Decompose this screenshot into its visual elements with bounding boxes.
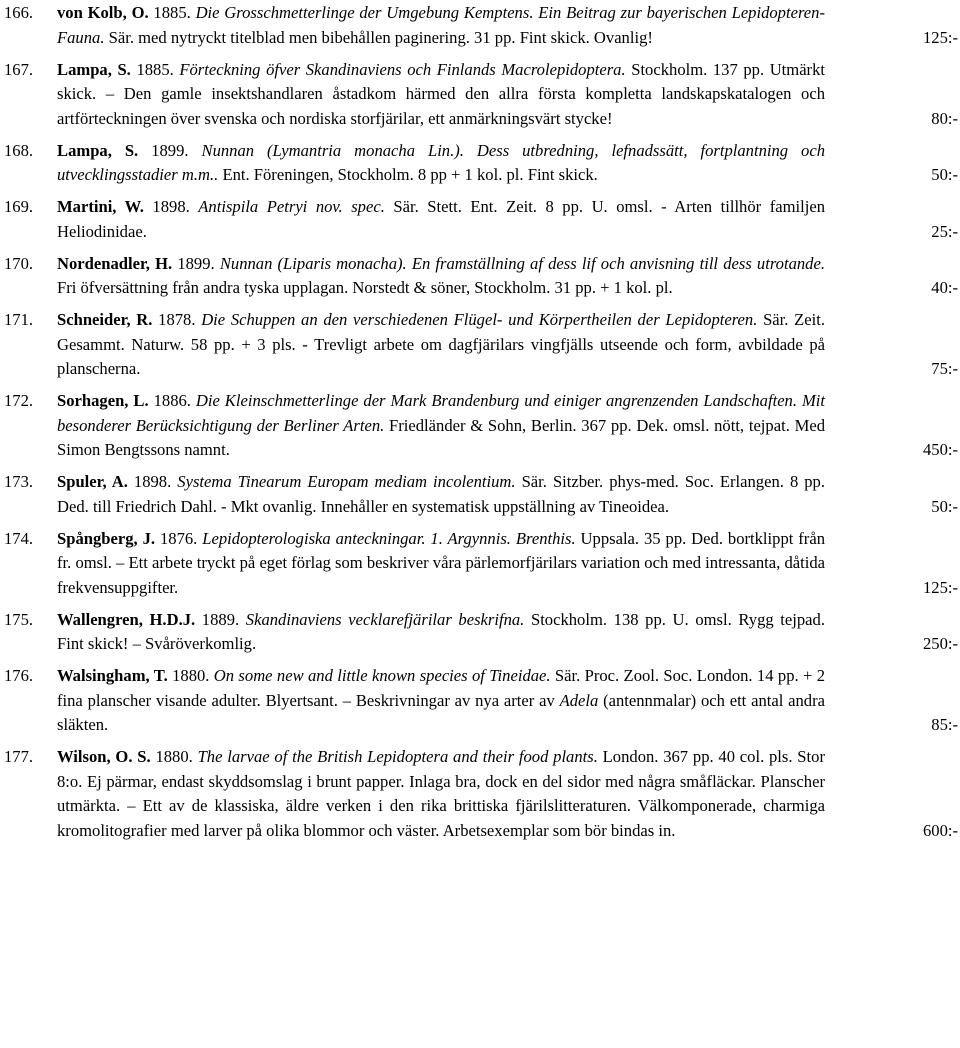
entry-price: 85:- xyxy=(931,715,958,734)
catalog-entry-172 xyxy=(0,389,960,463)
entry-year: 1880. xyxy=(150,747,198,766)
entry-year: 1885. xyxy=(148,3,196,22)
entry-number: 174. xyxy=(4,528,34,548)
entry-text xyxy=(57,745,825,843)
catalog-entry-174 xyxy=(0,527,960,601)
entry-description: Sär. Proc. Zool. Soc. London. 14 pp. + 2 fina planscher visande adulter. Blyertsant. – Beskrivningar av nya arter av xyxy=(57,666,826,710)
entry-price: 50:- xyxy=(931,165,958,184)
entry-author: Lampa, S. xyxy=(57,140,139,160)
entry-number: 173. xyxy=(4,472,34,491)
entry-author: Sorhagen, L. xyxy=(57,391,149,410)
entry-author: Martini, W. xyxy=(57,197,144,216)
entry-description: Sär. Sitzber. phys-med. Soc. Erlangen. 8 pp. Ded. till Friedrich Dahl. - Mkt ovanlig. Innehåller en systematisk uppställning av Tineoidea. xyxy=(57,472,826,516)
catalog-entry-169 xyxy=(0,195,960,244)
entry-text xyxy=(57,470,825,519)
entry-price: 40:- xyxy=(931,278,958,297)
entry-price: 75:- xyxy=(931,359,958,378)
entry-description: Sär. Stett. Ent. Zeit. 8 pp. U. omsl. - Arten tillhör familjen Heliodinidae. xyxy=(57,197,825,241)
entry-number: 167. xyxy=(4,59,34,79)
catalog-entry-177 xyxy=(0,745,960,843)
entry-price: 250:- xyxy=(922,634,958,653)
entry-year: 1889. xyxy=(195,609,246,629)
entry-description: Uppsala. 35 pp. Ded. bortklippt från fr. omsl. – Ett arbete tryckt på eget förlag som beskriver våra pärlemorfjärilars variation och med intressanta, dåtida frekvensuppgifter. xyxy=(57,528,825,597)
entry-price: 25:- xyxy=(931,221,958,241)
entry-year: 1886. xyxy=(148,391,196,410)
entry-price: 125:- xyxy=(922,577,958,597)
entry-description: Stockholm. 137 pp. Utmärkt skick. – Den gamle insektshandlaren åstadkom härmed den allra första kompletta landskapskatalogen och artförteckningen över svenska och nordiska storfjärilar, ett anmärkningsvärt stycke! xyxy=(57,59,825,128)
entry-number: 169. xyxy=(4,197,34,216)
entry-number: 172. xyxy=(4,391,34,410)
entry-title: Lepidopterologiska anteckningar. 1. Argynnis. Brenthis. xyxy=(202,528,576,548)
entry-text xyxy=(57,139,825,188)
entry-year: 1899. xyxy=(138,140,202,160)
catalog-entry-168 xyxy=(0,139,960,188)
entry-description: Sär. Zeit. Gesammt. Naturw. 58 pp. + 3 pls. - Trevligt arbete om dagfjärilars vingfjälls utseende och form, avbildade på planscherna. xyxy=(57,310,825,378)
entry-text xyxy=(57,308,825,382)
catalog-entry-170 xyxy=(0,252,960,301)
entry-title: Nunnan (Lymantria monacha Lin.). Dess utbredning, lefnadssätt, fortplantning och utvecklingsstadier m.m.. xyxy=(57,140,826,184)
entry-text xyxy=(57,608,825,657)
entry-title: Nunnan (Liparis monacha). En framställning af dess lif och anvisning till dess utrotande. xyxy=(219,253,825,273)
entry-year: 1878. xyxy=(152,310,202,329)
entry-price: 80:- xyxy=(931,108,958,128)
entry-title: Systema Tinearum Europam mediam incolentium. xyxy=(177,472,516,491)
entry-description: Sär. med nytryckt titelblad men bibehållen paginering. 31 pp. Fint skick. Ovanlig! xyxy=(104,27,653,47)
entry-year: 1898. xyxy=(143,197,199,216)
entry-description: Ent. Föreningen, Stockholm. 8 pp + 1 kol. pl. Fint skick. xyxy=(218,165,598,184)
catalog-entry-175 xyxy=(0,608,960,657)
entry-number: 166. xyxy=(4,3,34,22)
entry-author: Wilson, O. S. xyxy=(57,747,151,766)
catalog-entry-167 xyxy=(0,58,960,132)
entry-title: Die Schuppen an den verschiedenen Flügel- und Körpertheilen der Lepidopteren. xyxy=(201,310,758,329)
entry-year: 1880. xyxy=(167,666,214,685)
entry-price: 450:- xyxy=(922,440,958,459)
entry-text xyxy=(57,58,825,132)
entry-title: Skandinaviens vecklarefjärilar beskrifna. xyxy=(245,609,525,629)
catalog-entry-171 xyxy=(0,308,960,382)
entry-text xyxy=(57,527,825,601)
entry-author: Walsingham, T. xyxy=(57,666,168,685)
catalog-entry-176 xyxy=(0,664,960,738)
entry-title: Die Kleinschmetterlinge der Mark Brandenburg und einiger angrenzenden Landschaften. Mit besonderer Berücksichtigung der Berliner Arten. xyxy=(57,391,825,435)
entry-year: 1899. xyxy=(172,253,220,273)
catalog-entry-166 xyxy=(0,1,960,50)
entry-year: 1876. xyxy=(155,528,203,548)
entry-price: 600:- xyxy=(922,820,958,840)
catalog-entry-173 xyxy=(0,470,960,519)
entry-year: 1898. xyxy=(127,472,178,491)
entry-description: Stockholm. 138 pp. U. omsl. Rygg tejpad. Fint skick! – Svåröverkomlig. xyxy=(57,609,825,653)
entry-text xyxy=(57,664,825,738)
entry-genus-name: Adela xyxy=(559,690,599,710)
entry-author: Lampa, S. xyxy=(57,59,131,79)
entry-description: Friedländer & Sohn, Berlin. 367 pp. Dek. omsl. nött, tejpat. Med Simon Bengtssons namnt. xyxy=(57,415,825,459)
entry-author: Nordenadler, H. xyxy=(57,253,173,273)
entry-number: 168. xyxy=(4,140,34,160)
entry-price: 50:- xyxy=(931,496,958,516)
entry-title: On some new and little known species of Tineidae. xyxy=(213,666,551,685)
entry-text xyxy=(57,252,825,301)
entry-title: The larvae of the British Lepidoptera and their food plants. xyxy=(197,747,598,766)
entry-author: Wallengren, H.D.J. xyxy=(57,609,196,629)
entry-number: 175. xyxy=(4,609,34,629)
entry-text xyxy=(57,389,825,463)
entry-description: London. 367 pp. 40 col. pls. Stor 8:o. Ej pärmar, endast skyddsomslag i brunt papper. Inlaga bra, dock en del sidor med några småfläckar. Planscher utmärkta. – Ett av de klassiska, äldre verken i den rika brittiska fjärilslitteraturen. Välkomponerade, charmiga kromolitografier med larver på olika blommor och väster. Arbetsexemplar som bör bindas in. xyxy=(57,747,825,840)
entry-title: Förteckning öfver Skandinaviens och Finlands Macrolepidoptera. xyxy=(179,59,626,79)
entry-title: Antispila Petryi nov. spec. xyxy=(198,197,385,216)
entry-author: Spuler, A. xyxy=(57,472,128,491)
entry-description: Fri öfversättning från andra tyska upplagan. Norstedt & söner, Stockholm. 31 pp. + 1 kol. pl. xyxy=(57,278,673,297)
entry-text xyxy=(57,195,825,244)
entry-price: 125:- xyxy=(922,27,958,47)
entry-text xyxy=(57,1,825,50)
entry-author: Spångberg, J. xyxy=(57,528,156,548)
entry-number: 177. xyxy=(4,747,34,766)
entry-year: 1885. xyxy=(130,59,180,79)
entry-author: von Kolb, O. xyxy=(57,3,149,22)
entry-number: 176. xyxy=(4,666,34,685)
entry-author: Schneider, R. xyxy=(57,310,153,329)
entry-number: 171. xyxy=(4,310,34,329)
entry-description-tail: (antennmalar) och ett antal andra släkten. xyxy=(57,690,825,734)
entry-title: Die Grosschmetterlinge der Umgebung Kemptens. Ein Beitrag zur bayerischen Lepidopteren-Fauna. xyxy=(57,3,825,47)
entry-number: 170. xyxy=(4,253,34,273)
